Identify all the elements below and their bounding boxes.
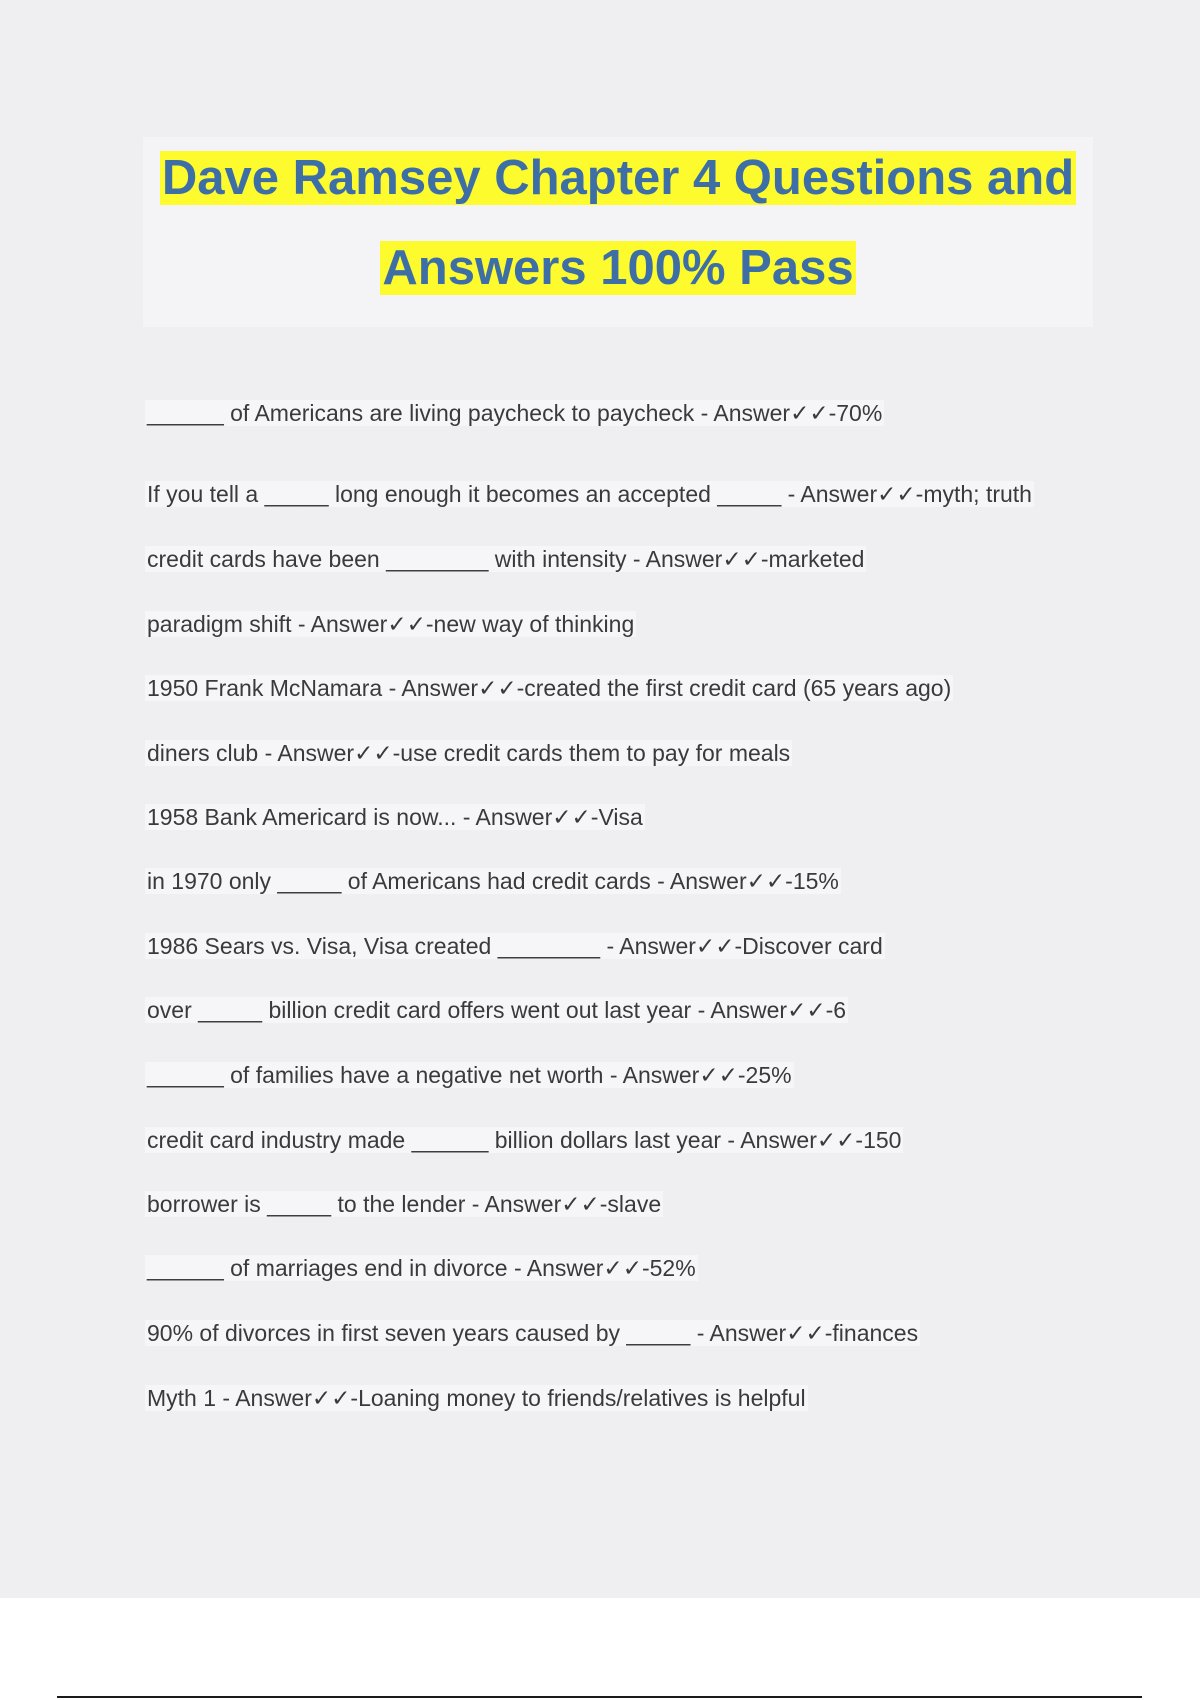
qa-item: ______ of Americans are living paycheck to paycheck - Answer✓✓-70%	[147, 400, 883, 426]
qa-item: ______ of families have a negative net worth - Answer✓✓-25%	[147, 1062, 792, 1088]
qa-item: credit cards have been ________ with intensity - Answer✓✓-marketed	[147, 546, 865, 572]
qa-item: 1986 Sears vs. Visa, Visa created ________ - Answer✓✓-Discover card	[147, 933, 883, 959]
footer-rule	[57, 1696, 1142, 1698]
qa-item: paradigm shift - Answer✓✓-new way of thinking	[147, 611, 635, 637]
qa-item: If you tell a _____ long enough it becomes an accepted _____ - Answer✓✓-myth; truth	[147, 481, 1032, 507]
title-line-1: Dave Ramsey Chapter 4 Questions and	[161, 151, 1075, 205]
qa-item: in 1970 only _____ of Americans had credit cards - Answer✓✓-15%	[147, 868, 839, 894]
qa-item: 1958 Bank Americard is now... - Answer✓✓-Visa	[147, 804, 643, 830]
qa-item: 90% of divorces in first seven years caused by _____ - Answer✓✓-finances	[147, 1320, 919, 1346]
qa-item: borrower is _____ to the lender - Answer✓✓-slave	[147, 1191, 662, 1217]
qa-item: ______ of marriages end in divorce - Answer✓✓-52%	[147, 1255, 696, 1281]
title-line-2: Answers 100% Pass	[382, 241, 854, 295]
qa-item: credit card industry made ______ billion dollars last year - Answer✓✓-150	[147, 1127, 902, 1153]
qa-item: 1950 Frank McNamara - Answer✓✓-created the first credit card (65 years ago)	[147, 675, 952, 701]
qa-item: diners club - Answer✓✓-use credit cards them to pay for meals	[147, 740, 791, 766]
document-title	[143, 137, 1093, 327]
qa-item: over _____ billion credit card offers went out last year - Answer✓✓-6	[147, 997, 847, 1023]
qa-item: Myth 1 - Answer✓✓-Loaning money to friends/relatives is helpful	[147, 1385, 806, 1411]
